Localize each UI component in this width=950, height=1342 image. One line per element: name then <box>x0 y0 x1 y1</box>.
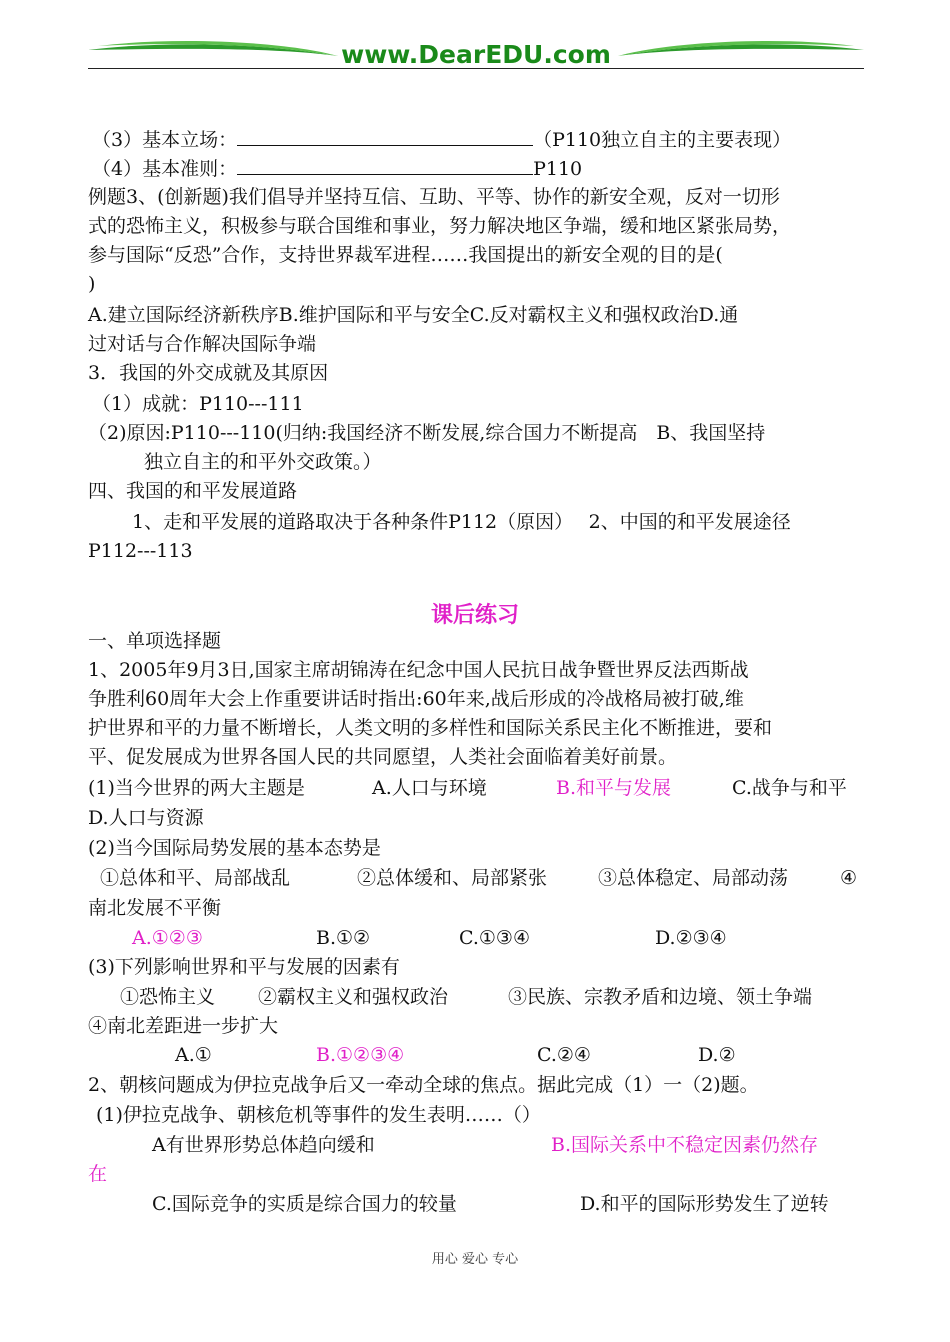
header-banner <box>88 38 864 72</box>
option: D.人口与资源 <box>88 807 204 829</box>
header-rule <box>88 68 864 69</box>
option: ①恐怖主义 <box>120 986 216 1008</box>
option: ②总体缓和、局部紧张 <box>357 867 548 889</box>
question-text: (1)伊拉克战争、朝核危机等事件的发生表明……（） <box>96 1104 541 1126</box>
page-footer: 用心 爱心 专心 <box>431 1252 519 1267</box>
text-line: 平、促发展成为世界各国人民的共同愿望，人类社会面临着美好前景。 <box>88 746 678 768</box>
note: （P110独立自主的主要表现） <box>533 129 792 151</box>
text-line: 争胜利60周年大会上作重要讲话时指出:60年来,战后形成的冷战格局被打破,维 <box>88 688 744 710</box>
fill-blank <box>237 156 533 175</box>
note: P110 <box>533 158 583 180</box>
fill-blank <box>237 127 533 146</box>
option: ②霸权主义和强权政治 <box>258 986 449 1008</box>
option: C.国际竞争的实质是综合国力的较量 <box>152 1193 457 1215</box>
site-brand: www.DearEDU.com <box>341 40 611 69</box>
text-line: P112---113 <box>88 540 193 562</box>
answer-option: 在 <box>88 1163 108 1185</box>
question-text: (1)当今世界的两大主题是 <box>88 777 305 799</box>
text-line: 2、朝核问题成为伊拉克战争后又一牵动全球的焦点。据此完成（1）一（2)题。 <box>88 1074 759 1096</box>
option: 南北发展不平衡 <box>88 897 222 919</box>
option: B.①② <box>316 927 371 949</box>
question-text: (2)当今国际局势发展的基本态势是 <box>88 837 381 859</box>
text-line: ) <box>88 273 96 295</box>
option: D.②③④ <box>655 927 727 949</box>
text-line: 护世界和平的力量不断增长，人类文明的多样性和国际关系民主化不断推进，要和 <box>88 717 773 739</box>
option: ①总体和平、局部战乱 <box>100 867 291 889</box>
text-line: 1、走和平发展的道路取决于各种条件P112（原因） 2、中国的和平发展途径 <box>132 511 791 533</box>
text-line: 式的恐怖主义，积极参与联合国维和事业，努力解决地区争端，缓和地区紧张局势， <box>88 215 792 237</box>
option: A.① <box>175 1044 212 1066</box>
section-heading: 四、我国的和平发展道路 <box>88 480 298 502</box>
section-heading: 3．我国的外交成就及其原因 <box>88 362 329 384</box>
answer-option: B.和平与发展 <box>556 777 672 799</box>
text-line: A.建立国际经济新秩序B.维护国际和平与安全C.反对霸权主义和强权政治D.通 <box>88 304 739 326</box>
text-line: 1、2005年9月3日,国家主席胡锦涛在纪念中国人民抗日战争暨世界反法西斯战 <box>88 659 749 681</box>
option: ④南北差距进一步扩大 <box>88 1015 279 1037</box>
answer-option: B.①②③④ <box>316 1044 405 1066</box>
option: D.② <box>698 1044 736 1066</box>
option: C.战争与和平 <box>732 777 847 799</box>
text-line <box>92 127 791 152</box>
text-line: 一、单项选择题 <box>88 630 222 652</box>
text-line: 参与国际“反恐”合作，支持世界裁军进程……我国提出的新安全观的目的是( <box>88 244 723 266</box>
option: C.①③④ <box>459 927 530 949</box>
option: A有世界形势总体趋向缓和 <box>152 1134 375 1156</box>
text-line: 独立自主的和平外交政策。） <box>144 451 382 473</box>
section-title: 课后练习 <box>430 603 519 628</box>
option: ③民族、宗教矛盾和边境、领土争端 <box>508 986 813 1008</box>
text-line: （2)原因:P110---110(归纳:我国经济不断发展,综合国力不断提高 B、我国坚持 <box>88 422 766 444</box>
answer-option: A.①②③ <box>132 927 203 949</box>
option: ④ <box>840 867 858 889</box>
answer-option: B.国际关系中不稳定因素仍然存 <box>551 1134 819 1156</box>
option: C.②④ <box>537 1044 591 1066</box>
option: D.和平的国际形势发生了逆转 <box>580 1193 829 1215</box>
option: A.人口与环境 <box>372 777 487 799</box>
text-line: 例题3、(创新题)我们倡导并坚持互信、互助、平等、协作的新安全观，反对一切形 <box>88 186 780 208</box>
question-text: (3)下列影响世界和平与发展的因素有 <box>88 956 400 978</box>
label-basic-norm: （4）基本准则： <box>92 158 238 180</box>
text-line: （1）成就：P110---111 <box>92 393 304 415</box>
text-line: 过对话与合作解决国际争端 <box>88 333 317 355</box>
text-line <box>92 156 582 181</box>
option: ③总体稳定、局部动荡 <box>598 867 789 889</box>
label-basic-stance: （3）基本立场： <box>92 129 238 151</box>
